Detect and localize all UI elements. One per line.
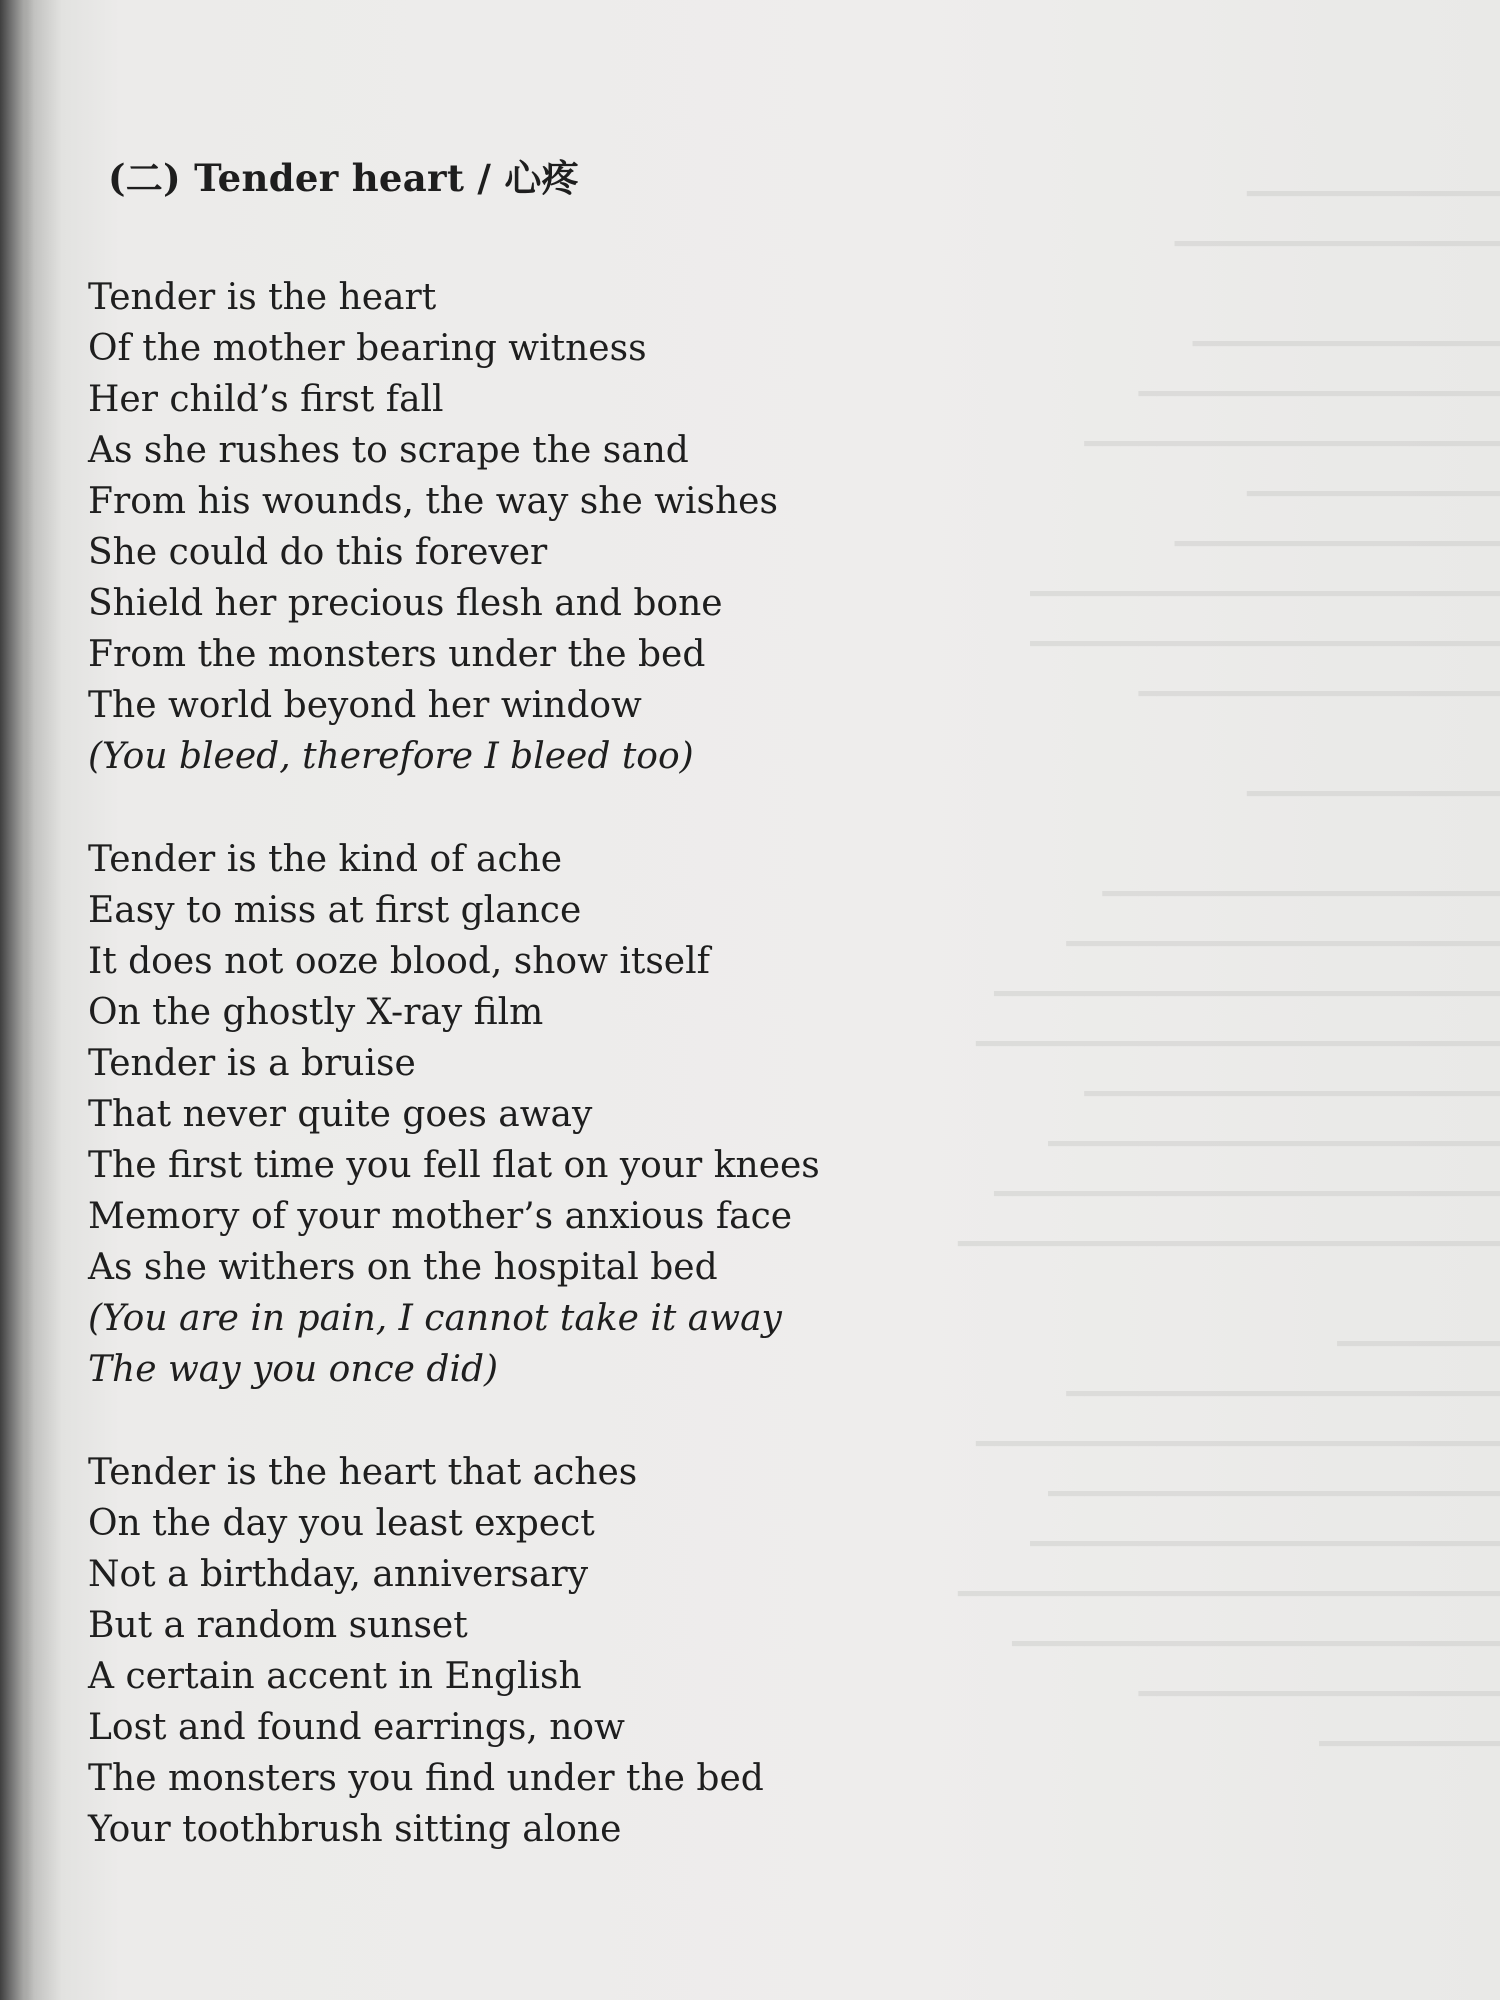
bleed-through-text: ━━━━━━━━━━━━━━ ━━━━━━━━━━━━━━━━━━ ━━━━━━━━━━━━━━━━━ ━━━━━━━━━━━━━━━━━━━━ ━━━━━━━━━━━━━━━━━━━━━━━ ━━━━━━━━━━━━━━ ━━━━━━━━━━━━━━━━━━ ━━━━━━━━━━━━━━━━━━━━━━━━━━ ━━━━━━━━━━━━━━━━━━━━━━━━━━ ━━━━━━━━━━━━━━━━━━━━ ━━━━━━━━━━━━━━ ━━━━━━━━━━━━━━━━━━━━━━ ━━━━━━━━━━━━━━━━━━━━━━━━ ━━━━━━━━━━━━━━━━━━━━━━━━━━━━ ━━━━━━━━━━━━━━━━━━━━━━━━━━━━━ ━━━━━━━━━━━━━━━━━━━━━━━ ━━━━━━━━━━━━━━━━━━━━━━━━━ ━━━━━━━━━━━━━━━━━━━━━━━━━━━━ ━━━━━━━━━━━━━━━━━━━━━━━━━━━━━━ ━━━━━━━━━ ━━━━━━━━━━━━━━━━━━━━━━━━ ━━━━━━━━━━━━━━━━━━━━━━━━━━━━━ ━━━━━━━━━━━━━━━━━━━━━━━━━ ━━━━━━━━━━━━━━━━━━━━━━━━━━ ━━━━━━━━━━━━━━━━━━━━━━━━━━━━━━ ━━━━━━━━━━━━━━━━━━━━━━━━━━━ ━━━━━━━━━━━━━━━━━━━━ ━━━━━━━━━━ (958, 177, 1500, 1762)
poem-line: That never quite goes away (88, 1094, 593, 1135)
poem-line: It does not ooze blood, show itself (88, 941, 710, 982)
poem-line: From the monsters under the bed (88, 634, 706, 675)
poem-line: Her child’s first fall (88, 379, 444, 420)
poem-line: Tender is a bruise (88, 1043, 416, 1084)
poem-line: Shield her precious flesh and bone (88, 583, 723, 624)
poem-line: On the day you least expect (88, 1503, 595, 1544)
poem (88, 148, 848, 1907)
poem-line: Memory of your mother’s anxious face (88, 1196, 793, 1237)
poem-line-italic: (You bleed, therefore I bleed too) (88, 736, 694, 777)
poem-line: From his wounds, the way she wishes (88, 481, 778, 522)
poem-title: (二) Tender heart / 心疼 (108, 156, 579, 200)
poem-line: Not a birthday, anniversary (88, 1554, 589, 1595)
stanza-1 (88, 272, 848, 782)
poem-line: Tender is the kind of ache (88, 839, 563, 880)
page-binding-shadow (0, 0, 34, 2000)
poem-line: She could do this forever (88, 532, 548, 573)
stanza-2 (88, 834, 848, 1395)
poem-line-italic: (You are in pain, I cannot take it away (88, 1298, 782, 1339)
poem-line: The monsters you find under the bed (88, 1758, 764, 1799)
poem-line: The world beyond her window (88, 685, 642, 726)
poem-line: Your toothbrush sitting alone (88, 1809, 622, 1850)
poem-line: On the ghostly X-ray film (88, 992, 544, 1033)
poem-line: The first time you fell flat on your knees (88, 1145, 820, 1186)
poem-line: Of the mother bearing witness (88, 328, 647, 369)
poem-line: As she rushes to scrape the sand (88, 430, 689, 471)
poem-line: Tender is the heart that aches (88, 1452, 638, 1493)
poem-line: A certain accent in English (88, 1656, 582, 1697)
poem-line: Lost and found earrings, now (88, 1707, 625, 1748)
poem-line: Easy to miss at first glance (88, 890, 582, 931)
stanza-3 (88, 1447, 848, 1855)
poem-line: Tender is the heart (88, 277, 437, 318)
poem-line: But a random sunset (88, 1605, 468, 1646)
poem-line-italic: The way you once did) (88, 1349, 499, 1390)
poem-line: As she withers on the hospital bed (88, 1247, 718, 1288)
